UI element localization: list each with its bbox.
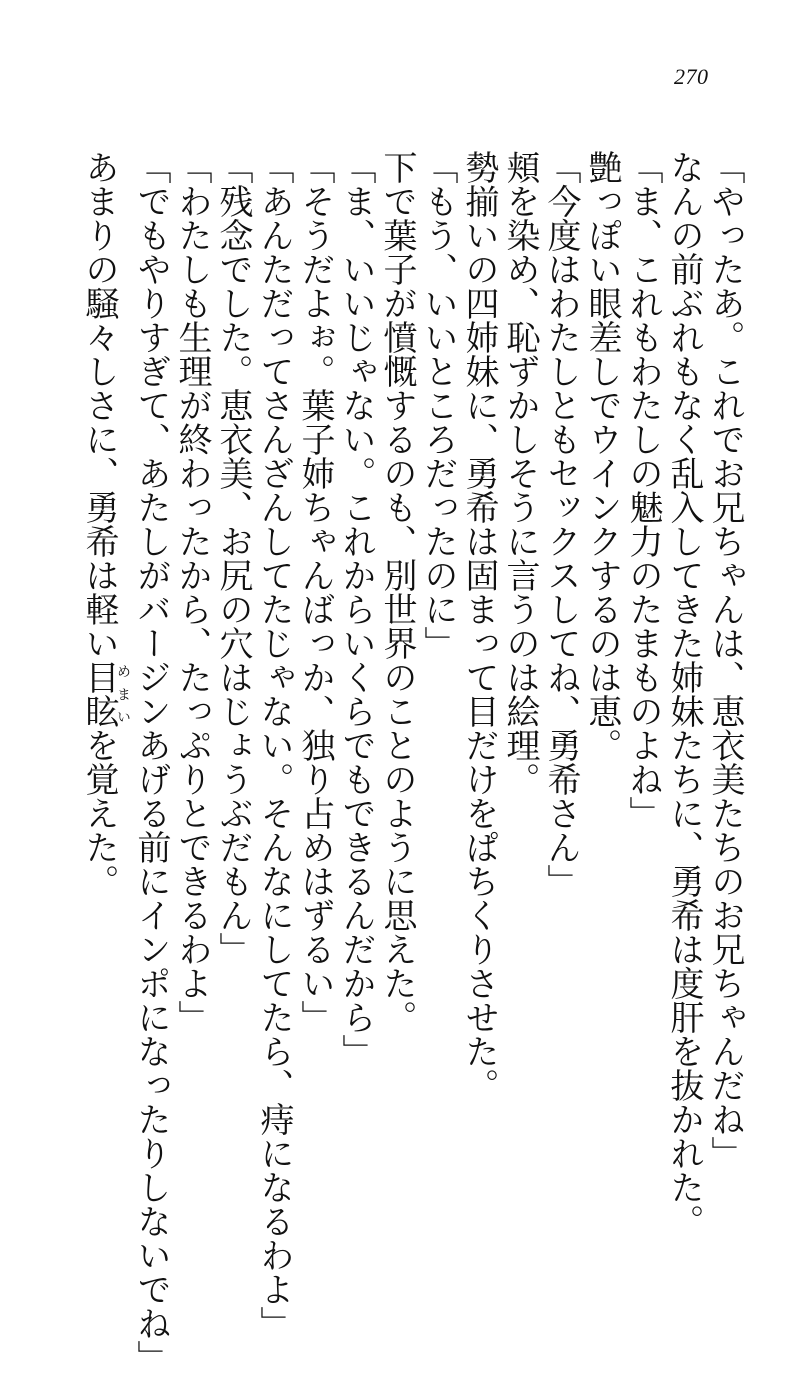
last-text-line (78, 150, 130, 1150)
text-line: 艶っぽい眼差しでウインクするのは恵。 (582, 150, 622, 762)
text-line: 「もう、いいところだったのに」 (418, 150, 458, 660)
text-line: 「今度はわたしともセックスしてね、勇希さん」 (541, 150, 581, 898)
text-line: なんの前ぶれもなく乱入してきた姉妹たちに、勇希は度肝を抜かれた。 (664, 150, 704, 1238)
page-number: 270 (674, 64, 709, 89)
text-line: 「わたしも生理が終わったから、たっぷりとできるわよ」 (172, 150, 212, 1034)
ruby-word (79, 660, 131, 728)
last-line-after: を覚えた。 (79, 728, 119, 898)
vertical-text-body (79, 150, 745, 1374)
last-line-before: あまりの騒々しさに、勇希は軽い (79, 150, 119, 660)
text-line: 「そうだよぉ。葉子姉ちゃんばっか、独り占めはずるい」 (295, 150, 335, 1034)
text-line: 「でもやりすぎて、あたしがバージンあげる前にインポになったりしないでね」 (131, 150, 171, 1374)
text-line: 「残念でした。恵衣美、お尻の穴はじょうぶだもん」 (213, 150, 253, 966)
text-line: 勢揃いの四姉妹に、勇希は固まって目だけをぱちくりさせた。 (459, 150, 499, 1102)
text-line: 下で葉子が憤慨するのも、別世界のことのように思えた。 (377, 150, 417, 1034)
text-line: 「やったあ。これでお兄ちゃんは、恵衣美たちのお兄ちゃんだね」 (705, 150, 745, 1170)
text-line: 頬を染め、恥ずかしそうに言うのは絵理。 (500, 150, 540, 796)
text-line: 「ま、いいじゃない。これからいくらでもできるんだから」 (336, 150, 376, 1068)
ruby-reading: めまい (115, 660, 131, 728)
text-line: 「ま、これもわたしの魅力のたまものよね」 (623, 150, 663, 830)
ruby-base: 目眩 (79, 660, 119, 728)
text-line: 「あんただってさんざんしてたじゃない。そんなにしてたら、痔になるわよ」 (254, 150, 294, 1340)
